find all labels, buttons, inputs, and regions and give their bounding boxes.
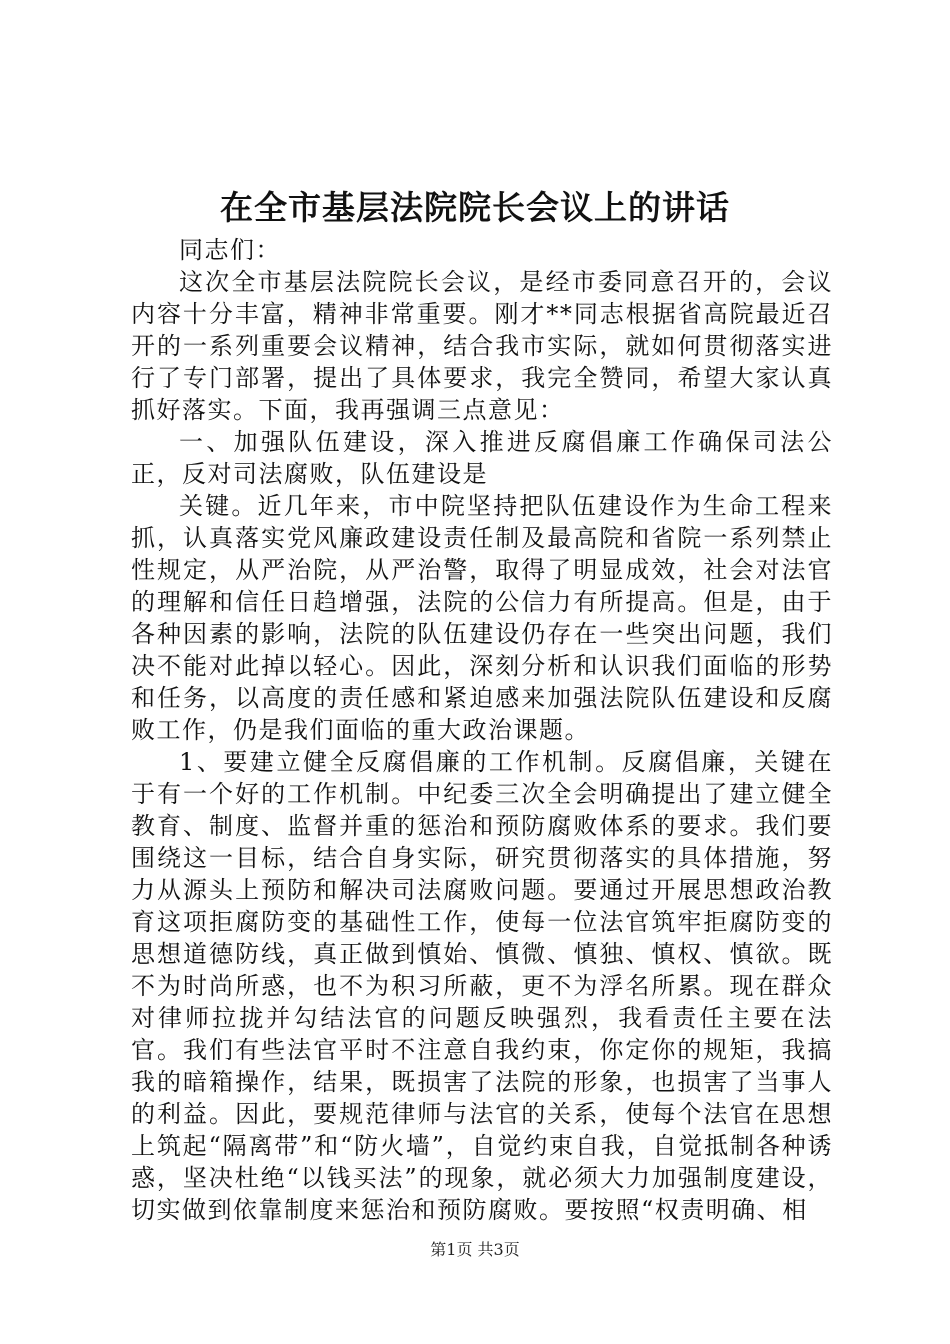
section-heading-paragraph: 一、加强队伍建设，深入推进反腐倡廉工作确保司法公正，反对司法腐败，队伍建设是 (131, 428, 833, 488)
document-title: 在全市基层法院院长会议上的讲话 (220, 188, 730, 227)
document-body (131, 234, 833, 1226)
salutation-paragraph: 同志们： (179, 236, 281, 264)
body-paragraph: 关键。近几年来，市中院坚持把队伍建设作为生命工程来抓，认真落实党风廉政建设责任制及最高院和省院一系列禁止性规定，从严治院，从严治警，取得了明显成效，社会对法官的理解和信任日趋增强，法院的公信力有所提高。但是，由于各种因素的影响，法院的队伍建设仍存在一些突出问题，我们决不能对此掉以轻心。因此，深刻分析和认识我们面临的形势和任务，以高度的责任感和紧迫感来加强法院队伍建设和反腐败工作，仍是我们面临的重大政治课题。 (131, 492, 833, 744)
intro-paragraph: 这次全市基层法院院长会议，是经市委同意召开的，会议内容十分丰富，精神非常重要。刚才**同志根据省高院最近召开的一系列重要会议精神，结合我市实际，就如何贯彻落实进行了专门部署，提出了具体要求，我完全赞同，希望大家认真抓好落实。下面，我再强调三点意见： (131, 268, 833, 424)
page-footer: 第1页 共3页 (430, 1240, 520, 1259)
body-paragraph: 1、要建立健全反腐倡廉的工作机制。反腐倡廉，关键在于有一个好的工作机制。中纪委三次全会明确提出了建立健全教育、制度、监督并重的惩治和预防腐败体系的要求。我们要围绕这一目标，结合自身实际，研究贯彻落实的具体措施，努力从源头上预防和解决司法腐败问题。要通过开展思想政治教育这项拒腐防变的基础性工作，使每一位法官筑牢拒腐防变的思想道德防线，真正做到慎始、慎微、慎独、慎权、慎欲。既不为时尚所惑，也不为积习所蔽，更不为浮名所累。现在群众对律师拉拢并勾结法官的问题反映强烈，我看责任主要在法官。我们有些法官平时不注意自我约束，你定你的规矩，我搞我的暗箱操作，结果，既损害了法院的形象，也损害了当事人的利益。因此，要规范律师与法官的关系，使每个法官在思想上筑起“隔离带”和“防火墙”，自觉约束自我，自觉抵制各种诱惑，坚决杜绝“以钱买法”的现象，就必须大力加强制度建设，切实做到依靠制度来惩治和预防腐败。要按照“权责明确、相 (131, 748, 833, 1224)
